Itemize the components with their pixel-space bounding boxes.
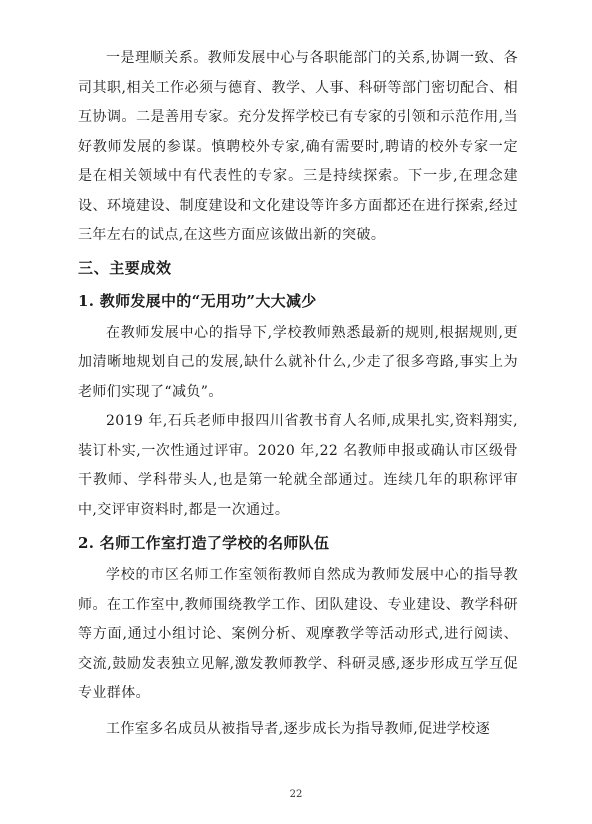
paragraph: 2019 年,石兵老师申报四川省教书育人名师,成果扎实,资料翔实,装订朴实,一次性通过评审。2020 年,22 名教师申报或确认市区级骨干教师、学科带头人,也是第一轮就全部通过。连续几年的职称评审中,交评审资料时,都是一次通过。 [78,413,518,518]
page-body [78,44,518,744]
subheading: 2. 名师工作室打造了学校的名师队伍 [78,534,330,552]
paragraph: 工作室多名成员从被指导者,逐步成长为指导教师,促进学校逐 [106,720,491,737]
paragraph: 学校的市区名师工作室领衔教师自然成为教师发展中心的指导教师。在工作室中,教师围绕教学工作、团队建设、专业建设、教学科研等方面,通过小组讨论、案例分析、观摩教学等活动形式,进行阅读、交流,鼓励发表独立见解,激发教师教学、科研灵感,逐步形成互学互促专业群体。 [78,567,518,701]
paragraph: 在教师发展中心的指导下,学校教师熟悉最新的规则,根据规则,更加清晰地规划自己的发展,缺什么就补什么,少走了很多弯路,事实上为老师们实现了“减负”。 [78,324,518,400]
page-number: 22 [289,789,303,800]
section-heading: 三、主要成效 [78,258,172,277]
subheading: 1. 教师发展中的“无用功”大大减少 [78,291,317,310]
paragraph: 一是理顺关系。教师发展中心与各职能部门的关系,协调一致、各司其职,相关工作必须与德育、教学、人事、科研等部门密切配合、相互协调。二是善用专家。充分发挥学校已有专家的引领和示范作用,当好教师发展的参谋。慎聘校外专家,确有需要时,聘请的校外专家一定是在相关领域中有代表性的专家。三是持续探索。下一步,在理念建设、环境建设、制度建设和文化建设等许多方面都还在进行探索,经过三年左右的试点,在这些方面应该做出新的突破。 [78,50,518,243]
